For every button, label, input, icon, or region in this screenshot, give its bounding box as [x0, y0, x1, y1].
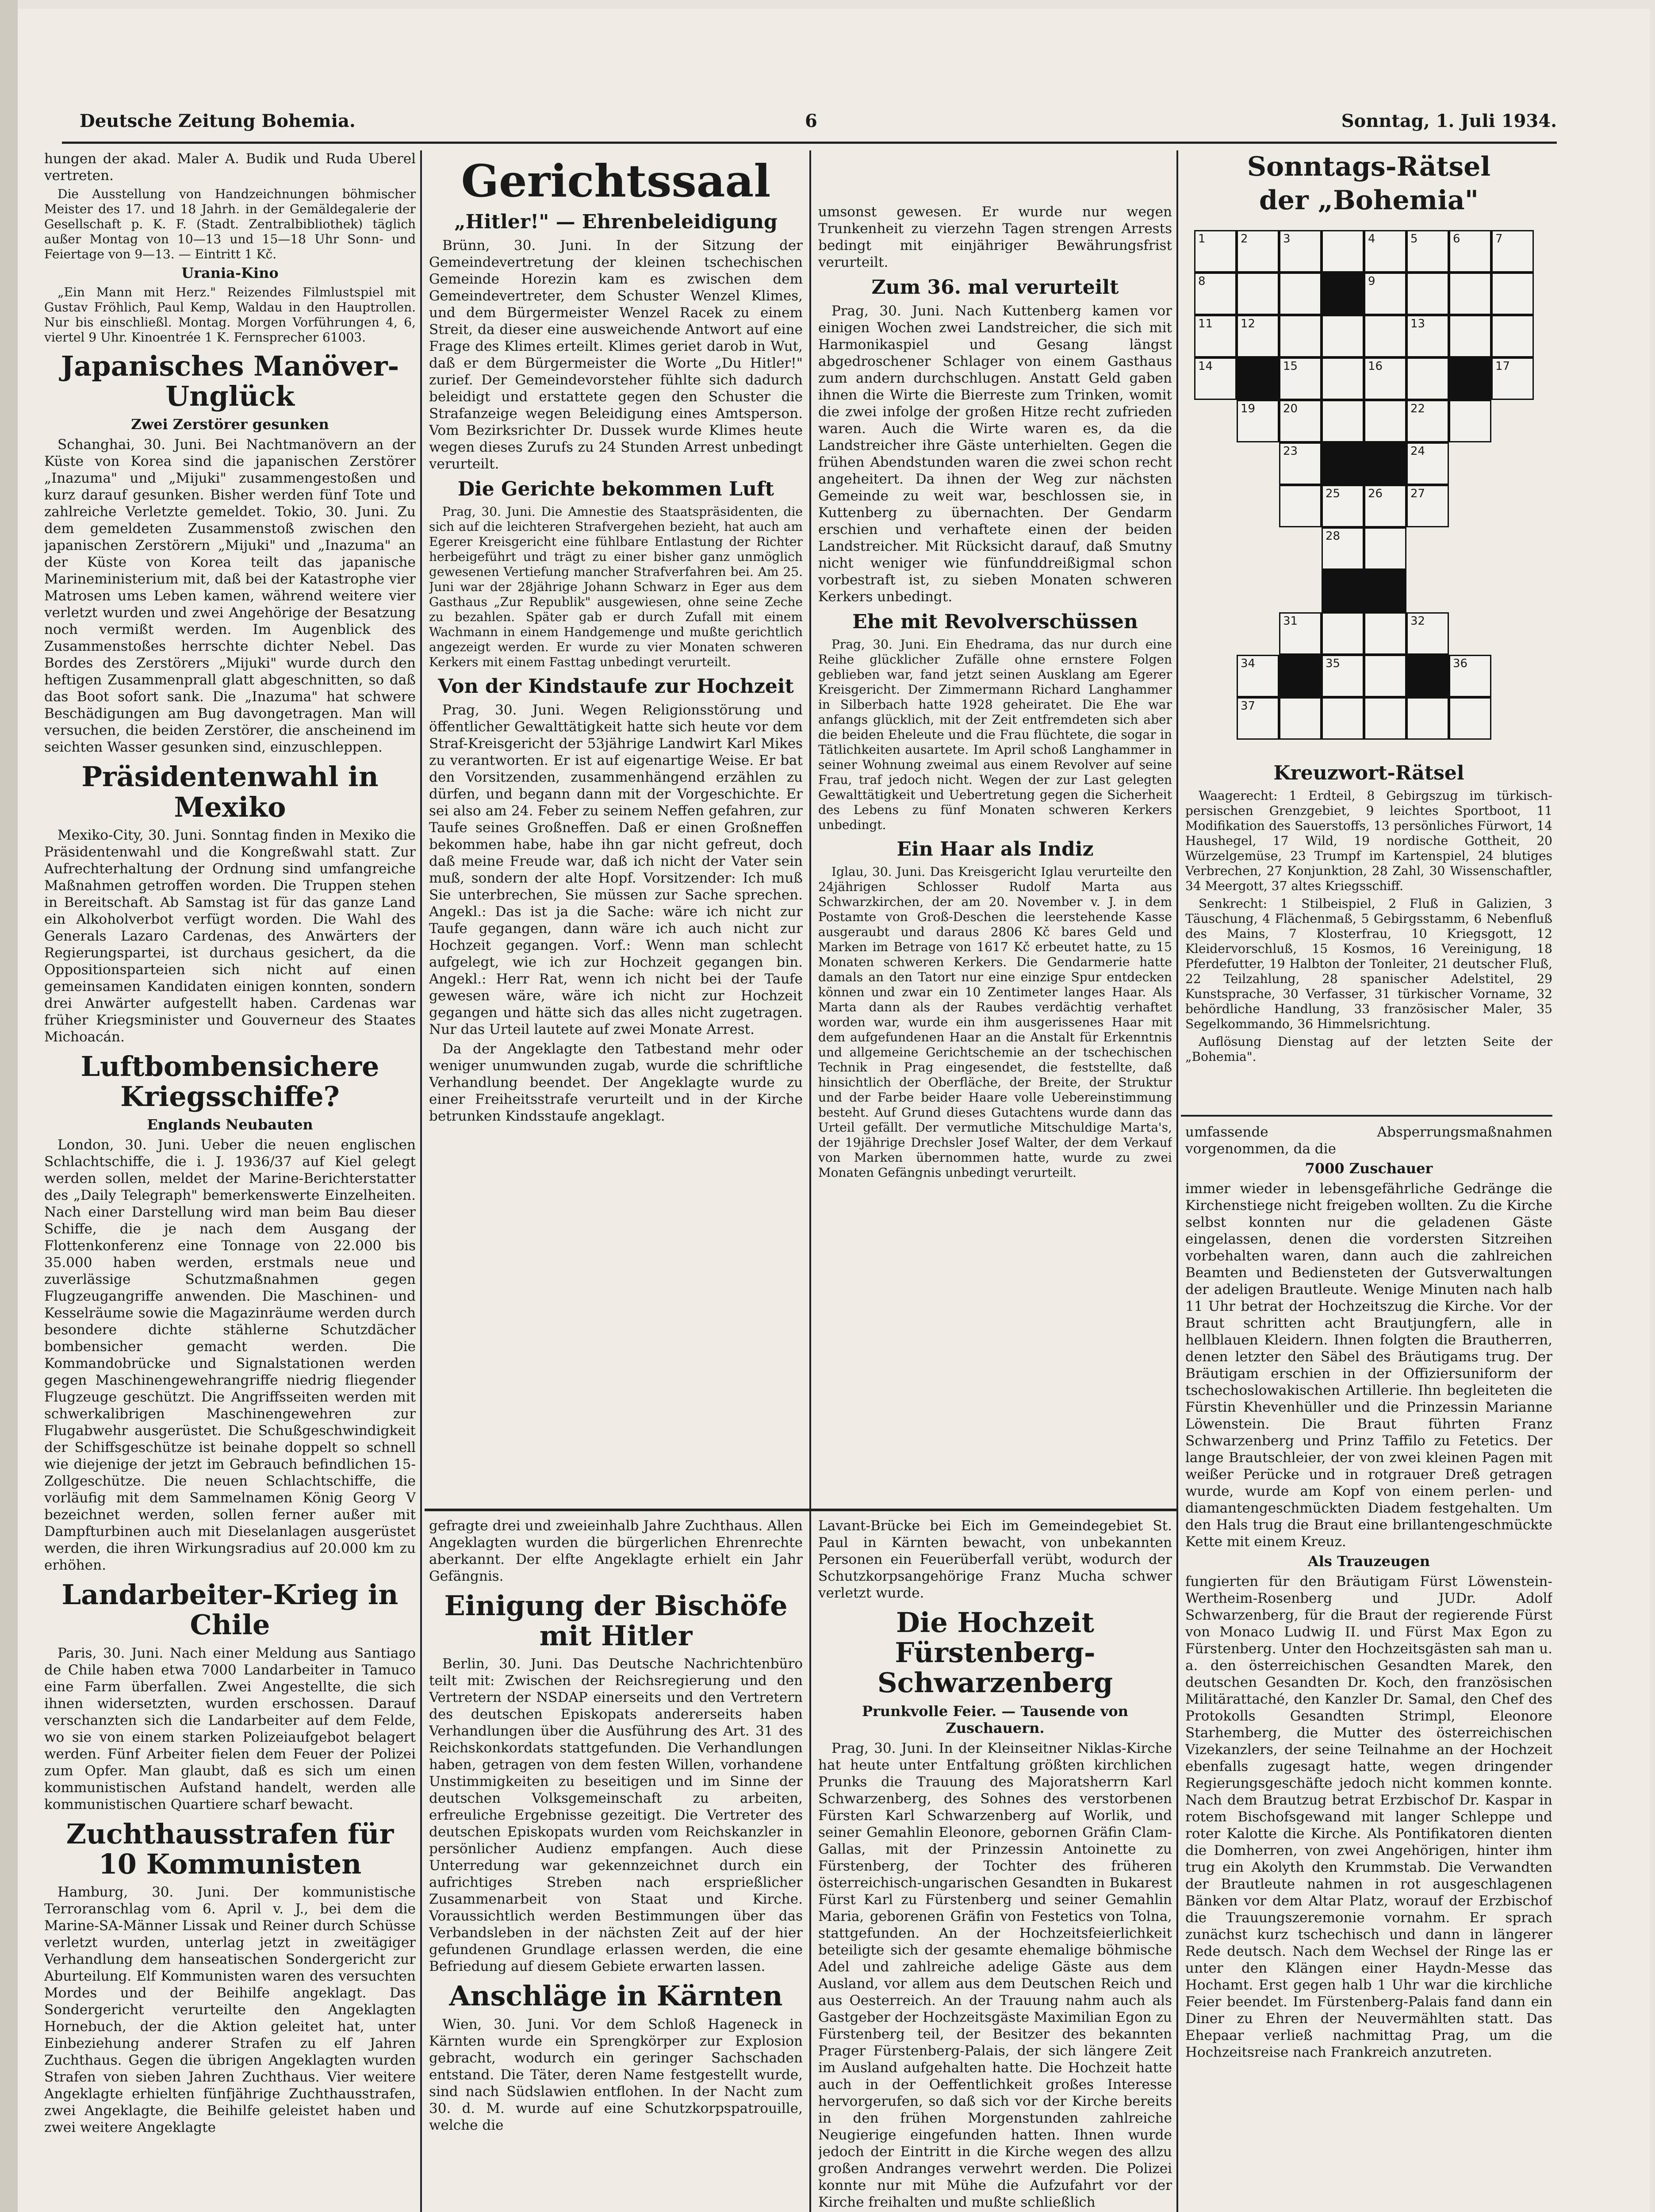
crossword-cell — [1364, 697, 1406, 740]
crossword-cell — [1279, 315, 1322, 357]
article-text: hungen der akad. Maler A. Budik und Ruda Uberel vertreten. — [44, 151, 416, 184]
article-headline: Ehe mit Revolverschüssen — [852, 611, 1138, 633]
cell-number: 24 — [1410, 445, 1425, 458]
cell-number: 31 — [1283, 614, 1298, 628]
article-text: Wien, 30. Juni. Vor dem Schloß Hageneck in Kärnten wurde ein Sprengkörper zur Explosion gebracht, wodurch ein geringer Sachschaden entstand. Die Täter, deren Name festgestellt wurde, sind nach Südslawien entflohen. In der Nacht zum 30. d. M. wurde auf eine Schutzkorpspatrouille, welche die — [429, 2016, 803, 2133]
crossword-cell — [1449, 273, 1491, 315]
solution-note: Auflösung Dienstag auf der letzten Seite der „Bohemia". — [1185, 1034, 1552, 1064]
crossword-cell — [1279, 273, 1322, 315]
crossword-cell — [1194, 230, 1237, 273]
crossword-cell — [1364, 655, 1406, 697]
cell-number: 25 — [1326, 487, 1341, 500]
crossword-cell — [1406, 485, 1449, 527]
crossword-cell — [1322, 315, 1364, 357]
crossword-cell — [1322, 442, 1364, 485]
article-text: Berlin, 30. Juni. Das Deutsche Nachrichtenbüro teilt mit: Zwischen der Reichsregierung und den Vertretern der NSDAP einerseits und den Vertretern des deutschen Episkopats andererseits haben Verhandlungen über die Ausführung des Art. 31 des Reichskonkordats stattgefunden. Die Verhandlungen haben, getragen von dem festen Willen, vorhandene Unstimmigkeiten zu beseitigen und im Sinne der deutschen Volksgemeinschaft zu arbeiten, erfreuliche Ergebnisse gezeitigt. Die Vertreter des deutschen Episkopats wurden vom Reichskanzler in persönlicher Audienz empfangen. Auch diese Unterredung war gekennzeichnet durch ein aufrichtiges Streben nach ersprießlicher Zusammenarbeit von Staat und Kirche. Voraussichtlich werden Bestimmungen über das Verbandsleben in der nächsten Zeit auf der hier gefundenen Grundlage erlassen werden, die eine Befriedung auf diesem Gebiete erwarten lassen. — [429, 1656, 803, 1975]
crossword-cell — [1364, 230, 1406, 273]
cell-number: 34 — [1241, 657, 1256, 670]
cell-number: 28 — [1326, 530, 1341, 543]
paper-name: Deutsche Zeitung Bohemia. — [80, 111, 356, 131]
crossword-cell — [1279, 400, 1322, 442]
article-headline: Die Hochzeit Fürstenberg-Schwarzenberg — [877, 1606, 1113, 1699]
cell-number: 11 — [1198, 317, 1213, 330]
cell-number: 23 — [1283, 445, 1298, 458]
article-headline: Zuchthausstrafen für 10 Kommunisten — [66, 1817, 394, 1880]
column-2 — [429, 150, 803, 1504]
cell-number: 26 — [1368, 487, 1383, 500]
article-text: Schanghai, 30. Juni. Bei Nachtmanövern an der Küste von Korea sind die japanischen Zerstörer „Inazuma" und „Mijuki" zusammengestoßen und kurz darauf gesunken. Bisher werden fünf Tote und zahlreiche Verletzte gemeldet. Tokio, 30. Juni. Zu dem gemeldeten Zusammenstoß zwischen den japanischen Zerstörern „Mijuki" und „Inazuma" an der Küste von Korea teilt das japanische Marineministerium mit, daß bei der Katastrophe vier Matrosen ums Leben kamen, während weitere vier verletzt wurden und zwei Angehörige der Besatzung noch vermißt werden. Im Augenblick des Zusammenstoßes herrschte dichter Nebel. Das Bordes des Zerstörers „Mijuki" wurde durch den heftigen Zusammenprall glatt abgeschnitten, so daß das Boot sofort sank. Die „Inazuma" hat schwere Beschädigungen am Bug davongetragen. Man will versuchen, die beiden Zerstörer, die anscheinend im seichten Wasser gesunken sind, einzuschleppen. — [44, 437, 416, 756]
article-text: umfassende Absperrungsmaßnahmen vorgenommen, da die — [1185, 1124, 1552, 1157]
cell-number: 8 — [1198, 275, 1206, 288]
crossword-cell — [1237, 230, 1279, 273]
cell-number: 9 — [1368, 275, 1375, 288]
article-text: immer wieder in lebensgefährliche Gedränge die Kirchenstiege nicht freigeben wollten. Zu die Kirche selbst konnten nur die geladenen Gäste eingelassen, denen die vordersten Sitzreihen vorbehalten waren, dann auch die zahlreichen Beamten und Bediensteten der Gutsverwaltungen der adeligen Brautleute. Wenige Minuten nach halb 11 Uhr betrat der Hochzeitszug die Kirche. Vor der Braut schritten acht Brautjungfern, alle in hellblauen Kleidern. Ihnen folgten die Brautherren, denen letzter den Säbel des Bräutigams trug. Der Bräutigam erschien in der Offiziersuniform der tschechoslowakischen Artillerie. Ihn begleiteten die Fürstin Khevenhüller und die Prinzessin Marianne Löwenstein. Die Braut führten Franz Schwarzenberg und Prinz Taffilo zu Fetetics. Der lange Brautschleier, der von zwei kleinen Pagen mit weißer Perücke und in rotgrauer Dreß getragen wurde, wurde am Kopf von einem perlen- und diamantengeschmückten Diadem festgehalten. Um den Hals trug die Braut eine brillantengeschmückte Kette mit einem Kreuz. — [1185, 1181, 1552, 1550]
article-headline: Von der Kindstaufe zur Hochzeit — [438, 675, 794, 698]
crossword-cell — [1322, 485, 1364, 527]
puzzle-heading: Kreuzwort-Rätsel — [1273, 762, 1464, 784]
crossword-cell — [1322, 400, 1364, 442]
cell-number: 14 — [1198, 360, 1213, 373]
crossword-cell — [1364, 570, 1406, 612]
cell-number: 4 — [1368, 232, 1375, 246]
cell-number: 6 — [1453, 232, 1460, 246]
crossword-cell — [1449, 400, 1491, 442]
article-text: fungierten für den Bräutigam Fürst Löwenstein-Wertheim-Rosenberg und JUDr. Adolf Schwarzenberg, für die Braut der regierende Fürst von Monaco Ludwig II. und Fürst Max Egon zu Fürstenberg. Unter den Hochzeitsgästen sah man u. a. den österreichischen Gesandten Marek, den deutschen Gesandten Dr. Koch, den französischen Militärattaché, den Kanzler Dr. Samal, den Chef des Protokolls Gesandten Strimpl, Eleonore Starhemberg, die Mutter des österreichischen Vizekanzlers, der seine Teilnahme an der Hochzeit ebenfalls zugesagt hatte, wegen dringender Regierungsgeschäfte jedoch nicht kommen konnte. Nach dem Brautzug betrat Erzbischof Dr. Kaspar in rotem Bischofsgewand mit langer Schleppe und roter Kalotte die Kirche. Als Pontifikatoren dienten die Domherren, von zwei Angehörigen, hinter ihm trug ein Akolyth den Krummstab. Die Verwandten der Brautleute nahmen in rot ausgeschlagenen Bänken vor dem Altar Platz, worauf der Erzbischof die Trauungszeremonie vornahm. Er sprach zunächst kurz tschechisch und dann in längerer Rede deutsch. Nach dem Wechsel der Ringe las er unter den Klängen einer Haydn-Messe das Hochamt. Erst gegen halb 1 Uhr war die kirchliche Feier beendet. Im Fürstenberg-Palais fand dann ein Diner zu Ehren der Neuvermählten statt. Das Ehepaar verließ nachmittag Prag, um die Hochzeitsreise nach Frankreich anzutreten. — [1185, 1574, 1552, 2060]
article-text: Prag, 30. Juni. Ein Ehedrama, das nur durch eine Reihe glücklicher Zufälle ohne ernstere Folgen geblieben war, fand jetzt seinen Ausklang am Egerer Kreisgericht. Der Zimmermann Richard Langhammer in Silberbach hatte 1928 geheiratet. Die Ehe war anfangs glücklich, mit der Zeit entfremdeten sich aber die beiden Eheleute und die Frau flüchtete, die sogar in Tätlichkeiten ausartete. Im April schoß Langhammer in seiner Wohnung zweimal aus einem Revolver auf seine Frau, traf jedoch nicht. Wegen der zur Last gelegten Gewalttätigkeit und Uebertretung gegen die Sicherheit des Lebens zu fünf Monaten schweren Kerkers unbedingt. — [818, 637, 1172, 832]
puzzle-clues — [1185, 757, 1552, 1110]
article-headline: Luftbombensichere Kriegsschiffe? — [80, 1050, 379, 1113]
column-1 — [44, 150, 416, 2212]
crossword-cell — [1364, 442, 1406, 485]
column-2b — [818, 204, 1172, 1504]
article-subheadline: Englands Neubauten — [147, 1116, 313, 1133]
crossword-cell — [1279, 697, 1322, 740]
crossword-cell — [1364, 273, 1406, 315]
crossword-cell — [1449, 230, 1491, 273]
crossword-cell — [1364, 612, 1406, 655]
crossword-cell — [1322, 697, 1364, 740]
puzzle-title: der „Bohemia" — [1259, 185, 1479, 216]
issue-date: Sonntag, 1. Juli 1934. — [1341, 111, 1557, 131]
crossword-cell — [1322, 273, 1364, 315]
crossword-cell — [1237, 273, 1279, 315]
article-text: Prag, 30. Juni. Die Amnestie des Staatspräsidenten, die sich auf die leichteren Strafvergehen bezieht, hat auch am Egerer Kreisgericht eine fühlbare Entlastung der Richter herbeigeführt und trägt zu einer bisher ganz unmöglich gewesenen Vertiefung mancher Strafverfahren bei. Am 25. Juni war der 28jährige Johann Schwarz in Eger aus dem Gasthaus „Zur Republik" ausgewiesen, ohne seine Zeche zu bezahlen. Später gab er durch Zufall mit einem Wachmann in einem Handgemenge und mußte gerichtlich angezeigt werden. Er wurde zu vier Monaten schweren Kerkers mit einem Fasttag unbedingt verurteilt. — [429, 504, 803, 669]
article-subheadline: Zwei Zerstörer gesunken — [131, 416, 329, 433]
cell-number: 17 — [1495, 360, 1510, 373]
column-divider — [809, 150, 811, 2212]
article-text: Prag, 30. Juni. In der Kleinseitner Niklas-Kirche hat heute unter Entfaltung größten kirchlichen Prunks die Trauung des Majoratsherrn Karl Schwarzenberg, des Sohnes des verstorbenen Fürsten Karl Schwarzenberg auf Worlik, und seiner Gemahlin Eleonore, gebornen Gräfin Clam-Gallas, mit der Prinzessin Antoinette zu Fürstenberg, der Tochter des früheren österreichisch-ungarischen Gesandten in Bukarest Fürst Karl zu Fürstenberg und seiner Gemahlin Maria, geborenen Gräfin von Festetics von Tolna, stattgefunden. An der Hochzeitsfeierlichkeit beteiligte sich der gesamte ehemalige böhmische Adel und zahlreiche adelige Gäste aus dem Ausland, vor allem aus dem Deutschen Reich und aus Oesterreich. An der Trauung nahm auch als Gastgeber der Hochzeitsgäste Maximilian Egon zu Fürstenberg teil, der Besitzer des bekannten Prager Fürstenberg-Palais, der sich längere Zeit im Ausland aufgehalten hatte. Die Hochzeit hatte auch in der Oeffentlichkeit großes Interesse hervorgerufen, so daß sich vor der Kirche bereits in den frühen Morgenstunden zahlreiche Neugierige eingefunden hatten. Ihnen wurde jedoch der Eintritt in die Kirche wegen des allzu großen Andranges verwehrt werden. Die Polizei konnte nur mit Mühe die Aufzufahrt vor der Kirche freihalten und mußte schließlich — [818, 1740, 1172, 2210]
notice-text: Die Ausstellung von Handzeichnungen böhmischer Meister des 17. und 18 Jahrh. in der Gemäldegalerie der Gesellschaft p. K. F. (Stadt. Zentralbibliothek) täglich außer Montag von 10—13 und 15—18 Uhr Sonn- und Feiertage von 9—13. — Eintritt 1 Kč. — [44, 187, 416, 261]
cell-number: 7 — [1495, 232, 1503, 246]
article-headline: „Hitler!" — Ehrenbeleidigung — [454, 211, 778, 233]
notice-text: „Ein Mann mit Herz." Reizendes Filmlustspiel mit Gustav Fröhlich, Paul Kemp, Waldau in den Hauptrollen. Nur bis einschließl. Montag. Morgen Vorführungen 4, 6, viertel 9 Uhr. Kinoentrée 1 K. Fernsprecher 61003. — [44, 285, 416, 345]
crossword-cell — [1406, 315, 1449, 357]
section-title: Gerichtssaal — [461, 155, 771, 207]
crossword-cell — [1322, 230, 1364, 273]
clues-across: Waagerecht: 1 Erdteil, 8 Gebirgszug im türkisch-persischen Grenzgebiet, 9 leichtes Sportboot, 11 Modifikation des Sauerstoffs, 13 persönliches Fürwort, 14 Haushegel, 17 Wild, 19 nordische Gottheit, 20 Würzelgemüse, 23 Trumpf im Kartenspiel, 24 blutiges Verbrechen, 27 Konjunktion, 28 Zahl, 30 Wissenschaftler, 34 Meergott, 37 altes Kriegsschiff. — [1185, 788, 1552, 893]
article-headline: Präsidentenwahl in Mexiko — [81, 760, 379, 823]
crossword-cell — [1322, 357, 1364, 400]
crossword-cell — [1364, 527, 1406, 570]
crossword-cell — [1237, 357, 1279, 400]
crossword-cell — [1406, 655, 1449, 697]
crossword-cell — [1449, 655, 1491, 697]
crossword-cell — [1237, 655, 1279, 697]
article-text: gefragte drei und zweieinhalb Jahre Zuchthaus. Allen Angeklagten wurden die bürgerlichen Ehrenrechte aberkannt. Der elfte Angeklagte erhielt ein Jahr Gefängnis. — [429, 1518, 803, 1584]
crossword-cell — [1406, 230, 1449, 273]
cell-number: 19 — [1241, 402, 1256, 415]
crossword-cell — [1322, 655, 1364, 697]
article-headline: Japanisches Manöver-Unglück — [61, 350, 399, 413]
page-left-edge — [0, 0, 18, 2212]
cell-number: 3 — [1283, 232, 1291, 246]
crossword-cell — [1237, 697, 1279, 740]
crossword-cell — [1322, 570, 1364, 612]
article-headline: Die Gerichte bekommen Luft — [457, 478, 774, 500]
crossword-cell — [1491, 315, 1534, 357]
article-headline: Landarbeiter-Krieg in Chile — [61, 1578, 398, 1641]
crossword-cell — [1279, 612, 1322, 655]
crossword-cell — [1237, 315, 1279, 357]
article-text: Paris, 30. Juni. Nach einer Meldung aus Santiago de Chile haben etwa 7000 Landarbeiter in Tamuco eine Farm überfallen. Zwei Angestellte, die sich ihnen widersetzten, wurden erschossen. Darauf verschanzten sich die Landarbeiter auf dem Felde, wo sie von einem starken Polizeiaufgebot belagert werden. Fünf Arbeiter fielen dem Feuer der Polizei zum Opfer. Man glaubt, daß es sich um einen kommunistischen Aufstand handelt, werden alle kommunistischen Quartiere scharf bewacht. — [44, 1645, 416, 1813]
column-3-lower — [818, 1517, 1172, 2212]
crossword-cell — [1406, 400, 1449, 442]
cell-number: 13 — [1410, 317, 1425, 330]
article-text: Iglau, 30. Juni. Das Kreisgericht Iglau verurteilte den 24jährigen Schlosser Rudolf Marta aus Schwarzkirchen, der am 20. November v. J. in dem Postamte von Groß-Deschen die leerstehende Kasse ausgeraubt und daraus 2806 Kč bares Geld und Marken im Betrage von 1617 Kč erbeutet hatte, zu 15 Monaten schweren Kerkers. Die Gendarmerie hatte damals an den Tatort nur eine einzige Spur entdecken können und zwar ein 10 Zentimeter langes Haar. Als Marta dann als der Raubes verdächtig verhaftet worden war, wurde ein ihm ausgerissenes Haar mit dem aufgefundenen Haar an die Anstalt für Erkenntnis und allgemeine Gerichtschemie an der tschechischen Technik in Prag eingesendet, die feststellte, daß hinsichtlich der Oberfläche, der Breite, der Struktur und der Farbe beider Haare volle Uebereinstimmung besteht. Auf Grund dieses Gutachtens wurde dann das Urteil gefällt. Der vermutliche Mitschuldige Marta's, der 19jährige Drechsler Josef Walter, der dem Verkauf von Marken übernommen hatte, wurde zu zwei Monaten Gefängnis unbedingt verurteilt. — [818, 864, 1172, 1180]
cell-number: 32 — [1410, 614, 1425, 628]
cell-number: 37 — [1241, 699, 1256, 713]
article-headline: Einigung der Bischöfe mit Hitler — [444, 1590, 788, 1652]
cell-number: 2 — [1241, 232, 1248, 246]
crossword-cell — [1279, 442, 1322, 485]
section-heading: Urania-Kino — [181, 265, 279, 281]
crossword-cell — [1279, 230, 1322, 273]
article-subheadline: 7000 Zuschauer — [1305, 1160, 1433, 1177]
column-4-lower — [1185, 1124, 1552, 2212]
cell-number: 20 — [1283, 402, 1298, 415]
article-text: Lavant-Brücke bei Eich im Gemeindegebiet St. Paul in Kärnten bewacht, von unbekannten Personen ein Feuerüberfall verübt, wodurch der Schutzkorpsangehörige Franz Mucha schwer verletzt wurde. — [818, 1518, 1172, 1601]
crossword-cell — [1491, 230, 1534, 273]
article-text: Brünn, 30. Juni. In der Sitzung der Gemeindevertretung der kleinen tschechischen Gemeinde Horezin kam es zwischen dem Gemeindevertreter, dem Schuster Wenzel Klimes, und dem Bürgermeister Wenzel Racek zu einem Streit, da dieser eine ausweichende Antwort auf eine Frage des Klimes erteilt. Klimes geriet darob in Wut, daß er dem Bürgermeister die Worte „Du Hitler!" zurief. Der Gemeindevorsteher fühlte sich dadurch beleidigt und erstattete gegen den Schuster die Strafanzeige wegen Beleidigung eines Amtsperson. Vom Bezirksrichter Dr. Dussek wurde Klimes heute wegen dieses Zurufs zu 24 Stunden Arrest unbedingt verurteilt. — [429, 238, 803, 472]
puzzle-title: Sonntags-Rätsel — [1247, 151, 1491, 182]
article-text: Mexiko-City, 30. Juni. Sonntag finden in Mexiko die Präsidentenwahl und die Kongreßwahl statt. Zur Aufrechterhaltung der Ordnung sind umfangreiche Maßnahmen getroffen worden. Die Truppen stehen in Bereitschaft. Ab Samstag ist für das ganze Land ein Alkoholverbot verfügt worden. Die Wahl des Generals Lazaro Cardenas, des Anwärters der Regierungspartei, ist durchaus gesichert, da die Oppositionsparteien sich nicht auf einen gemeinsamen Kandidaten einigen konnten, sondern drei Anwärter aufgestellt haben. Cardenas war früher Kriegsminister und Gouverneur des Staates Michoacán. — [44, 827, 416, 1045]
newspaper-page — [18, 9, 1650, 2212]
crossword-cell — [1364, 357, 1406, 400]
crossword-cell — [1279, 655, 1322, 697]
crossword-cell — [1364, 315, 1406, 357]
crossword-cell — [1194, 315, 1237, 357]
column-2-lower — [429, 1517, 803, 2212]
article-text: Prag, 30. Juni. Wegen Religionsstörung und öffentlicher Gewalttätigkeit hatte sich heute vor dem Straf-Kreisgericht der 53jährige Landwirt Karl Mikes zu verantworten. Er ist auf eigenartige Weise. Er bat den Vorsitzenden, zusammenhängend erzählen zu dürfen, und begann dann mit der Vorgeschichte. Er sei also am 24. Feber zu seinem Neffen gefahren, zur Taufe seines Großneffen. Daß er einen Großneffen bekommen habe, habe ihn gar nicht gefreut, doch daß meine Freude war, daß ich nicht der Vater sein muß, sondern der alte Hopf. Vorsitzender: Ich muß Sie unterbrechen, Sie müssen zur Sache sprechen. Angekl.: Das ist ja die Sache: wäre ich nicht zur Taufe gegangen, dann wäre ich auch nicht zur Hochzeit gegangen. Vorf.: Wenn man schlecht aufgelegt, wie ich zur Hochzeit gegangen bin. Angekl.: Herr Rat, wenn ich nicht bei der Taufe gewesen wäre, wäre ich nicht zur Hochzeit gegangen und hätte sich das alles nicht zugetragen. Nur das Urteil lautete auf zwei Monate Arrest. — [429, 702, 803, 1037]
article-subheadline: Als Trauzeugen — [1307, 1553, 1430, 1570]
article-text: Hamburg, 30. Juni. Der kommunistische Terroranschlag vom 6. April v. J., bei dem die Marine-SA-Männer Lissak und Reiner durch Schüsse verletzt wurden, unterlag jetzt in zweitägiger Verhandlung dem hanseatischen Sondergericht zur Aburteilung. Elf Kommunisten waren des versuchten Mordes und der Beihilfe angeklagt. Das Sondergericht verurteilte den Angeklagten Hornebuch, der die Aktion geleitet hat, unter Einbeziehung anderer Strafen zu elf Jahren Zuchthaus. Gegen die übrigen Angeklagten wurden Strafen von sieben Jahren Zuchthaus. Vier weitere Angeklagte erhielten fünfjährige Zuchthausstrafen, zwei Angeklagte, die Beihilfe geleistet haben und zwei weitere Angeklagte — [44, 1884, 416, 2135]
crossword-cell — [1406, 697, 1449, 740]
crossword-grid — [1194, 230, 1534, 761]
masthead — [80, 111, 1557, 142]
cell-number: 35 — [1326, 657, 1341, 670]
column-divider — [420, 150, 422, 2212]
crossword-cell — [1364, 485, 1406, 527]
cell-number: 22 — [1410, 402, 1425, 415]
crossword-cell — [1491, 273, 1534, 315]
crossword-cell — [1279, 485, 1322, 527]
crossword-cell — [1449, 315, 1491, 357]
cell-number: 5 — [1410, 232, 1418, 246]
crossword-cell — [1322, 612, 1364, 655]
crossword-cell — [1279, 357, 1322, 400]
crossword-cell — [1406, 612, 1449, 655]
crossword-cell — [1364, 400, 1406, 442]
masthead-rule — [62, 142, 1557, 144]
crossword-cell — [1194, 273, 1237, 315]
article-text: London, 30. Juni. Ueber die neuen englischen Schlachtschiffe, die i. J. 1936/37 auf Kiel gelegt werden sollen, meldet der Marine-Berichterstatter des „Daily Telegraph" bemerkenswerte Einzelheiten. Nach einer Darstellung wird man beim Bau dieser Schiffe, die je nach dem Ausgang der Flottenkonferenz eine Tonnage von 22.000 bis 35.000 haben werden, erstmals neue und zuverlässige Schutzmaßnahmen gegen Flugzeugangriffe anwenden. Die Maschinen- und Kesselräume sowie die Magazinräume werden durch besondere dichte stählerne Schutzdächer bombensicher gemacht werden. Die Kommandobrücke und Signalstationen werden gegen Maschinengewehrangriffe niedrig fliegender Flugzeuge geschützt. Die Angriffsseiten werden mit schwerkalibrigen Maschinengewehren zur Flugabwehr ausgerüstet. Die Schußgeschwindigkeit der Schiffsgeschütze ist beinahe doppelt so schnell wie diejenige der jetzt im Gebrauch befindlichen 15-Zollgeschütze. Die neuen Schlachtschiffe, die vorläufig mit dem Sammelnamen König Georg V bezeichnet werden, sollen ferner außer mit Dampfturbinen auch mit Dieselanlagen ausgerüstet werden, die ihren Wirkungsradius auf 20.000 km zu erhöhen. — [44, 1137, 416, 1574]
cell-number: 27 — [1410, 487, 1425, 500]
page-number: 6 — [805, 111, 817, 131]
horizontal-divider — [1181, 1115, 1552, 1117]
cell-number: 16 — [1368, 360, 1383, 373]
cell-number: 1 — [1198, 232, 1206, 246]
horizontal-divider — [425, 1509, 1176, 1511]
crossword-cell — [1406, 273, 1449, 315]
crossword-cell — [1406, 442, 1449, 485]
article-text: Da der Angeklagte den Tatbestand mehr oder weniger unumwunden zugab, wurde die schriftliche Verhandlung beendet. Der Angeklagte wurde zu einer Freiheitsstrafe verurteilt und in der Kirche betrunken Kindsstaufe angeklagt. — [429, 1041, 803, 1124]
cell-number: 12 — [1241, 317, 1256, 330]
article-subheadline: Prunkvolle Feier. — Tausende von Zuschauern. — [862, 1702, 1129, 1736]
cell-number: 15 — [1283, 360, 1298, 373]
crossword-cell — [1322, 527, 1364, 570]
article-headline: Anschläge in Kärnten — [449, 1980, 783, 2012]
cell-number: 36 — [1453, 657, 1468, 670]
crossword-cell — [1491, 357, 1534, 400]
clues-down: Senkrecht: 1 Stilbeispiel, 2 Fluß in Galizien, 3 Täuschung, 4 Flächenmaß, 5 Gebirgsstamm, 6 Nebenfluß des Mains, 7 Klosterfrau, 10 Kriegsgott, 12 Kleidervorschluß, 15 Kosmos, 16 Vereinigung, 18 Pferdefutter, 19 Halbton der Tonleiter, 21 deutscher Fluß, 22 Teilzahlung, 28 spanischer Adelstitel, 29 Kunstsprache, 30 Verfasser, 31 türkischer Vorname, 32 behördliche Handlung, 33 französischer Maler, 35 Segelkommando, 36 Himmelsrichtung. — [1185, 896, 1552, 1031]
crossword-cell — [1194, 357, 1237, 400]
article-text: umsonst gewesen. Er wurde nur wegen Trunkenheit zu vierzehn Tagen strengen Arrests bedingt mit einjähriger Bewährungsfrist verurteilt. — [818, 204, 1172, 270]
column-divider — [1176, 150, 1178, 2212]
article-headline: Ein Haar als Indiz — [896, 838, 1094, 860]
crossword-cell — [1449, 697, 1491, 740]
crossword-cell — [1449, 357, 1491, 400]
crossword-cell — [1237, 400, 1279, 442]
article-headline: Zum 36. mal verurteilt — [871, 276, 1119, 299]
crossword-cell — [1406, 357, 1449, 400]
article-text: Prag, 30. Juni. Nach Kuttenberg kamen vor einigen Wochen zwei Landstreicher, die sich mit Harmonikaspiel und Gesang längst abgedroschener Schlager von einem Gasthaus zum andern durchschlugen. Anstatt Geld gaben ihnen die Wirte die Bierreste zum Trinken, womit die zwei infolge der großen Hitze recht zufrieden waren. Auch die Wirte waren es, da die Landstreicher ihre Gäste unterhielten. Gegen die frühen Abendstunden waren die zwei schon recht angeheitert. Da ihnen der Weg zur nächsten Gemeinde zu weit war, beschlossen sie, in Kuttenberg zu übernachten. Der Gendarm erschien und verhaftete einen der beiden Landstreicher. Mit Rücksicht darauf, daß Smutny nicht weniger wie fünfunddreißigmal schon vorbestraft ist, zu sieben Monaten schweren Kerkers unbedingt. — [818, 303, 1172, 605]
